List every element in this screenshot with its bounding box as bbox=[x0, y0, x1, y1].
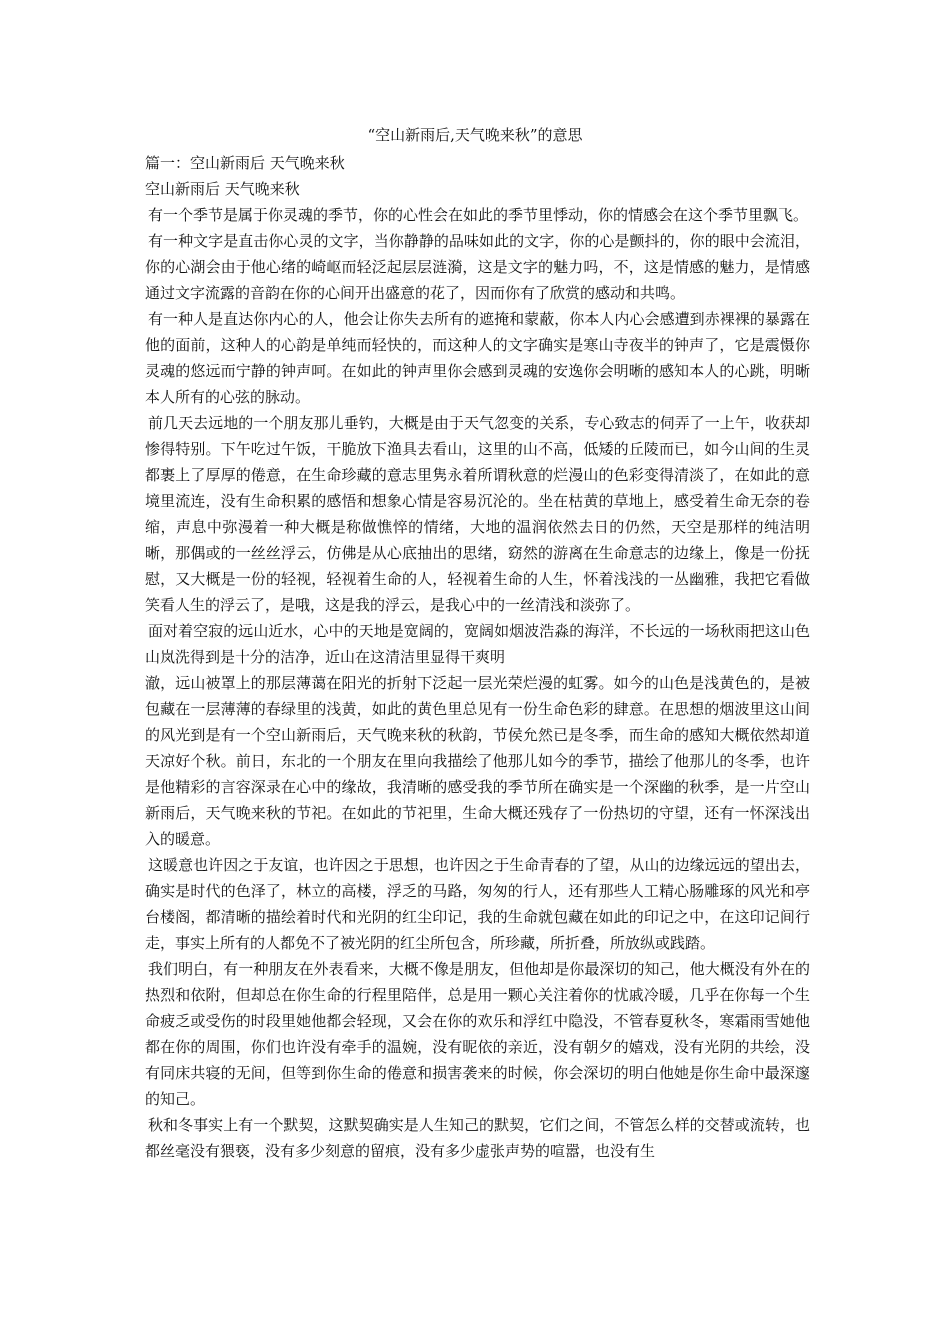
paragraph-4: 前几天去远地的一个朋友那儿垂钓，大概是由于天气忽变的关系，专心致志的伺弄了一上午，收获却惨得特别。下午吃过午饭，干脆放下渔具去看山，这里的山不高，低矮的丘陵而已，如今山间的生灵都裹上了厚厚的倦意，在生命珍藏的意志里隽永着所谓秋意的烂漫山的色彩变得清淡了，在如此的意境里流连，没有生命积累的感悟和想象心情是容易沉沦的。坐在枯黄的草地上，感受着生命无奈的卷缩，声息中弥漫着一种大概是称做憔悴的情绪，大地的温润依然去日的仍然，天空是那样的纯洁明晰，那偶或的一丝丝浮云，仿佛是从心底抽出的思绪，窈然的游离在生命意志的边缘上，像是一份抚慰，又大概是一份的轻视，轻视着生命的人，轻视着生命的人生，怀着浅浅的一丛幽雅，我把它看做笑看人生的浮云了，是哦，这是我的浮云，是我心中的一丝清浅和淡弥了。 bbox=[145, 414, 810, 614]
paragraph-2: 有一种文字是直击你心灵的文字，当你静静的品味如此的文字，你的心是颤抖的，你的眼中会流泪，你的心湖会由于他心绪的崎岖而轻泛起层层涟漪，这是文字的魅力吗，不，这是情感的魅力，是情感通过文字流露的音韵在你的心间开出盛意的花了，因而你有了欣赏的感动和共鸣。 bbox=[145, 232, 810, 302]
paragraph-6: 澈，远山被罩上的那层薄蔼在阳光的折射下泛起一层光荣烂漫的虹雾。如今的山色是浅黄色的，是被包藏在一层薄薄的春绿里的浅黄，如此的黄色里总见有一份生命色彩的肆意。在思想的烟波里这山间的风光到是有一个空山新雨后，天气晚来秋的秋韵，节侯允然已是冬季，而生命的感知大概依然却道天凉好个秋。前日，东北的一个朋友在里向我描绘了他那儿如今的季节，描绘了他那儿的冬季，也许是他精彩的言容深录在心中的缘故，我清晰的感受我的季节所在确实是一个深幽的秋季，是一片空山新雨后，天气晚来秋的节祀。在如此的节祀里，生命大概还残存了一份热切的守望，还有一怀深浅出入的暖意。 bbox=[145, 674, 810, 848]
paragraph-8: 我们明白，有一种朋友在外表看来，大概不像是朋友，但他却是你最深切的知己，他大概没有外在的热烈和依附，但却总在你生命的行程里陪伴，总是用一颗心关注着你的忧戚冷暖，几乎在你每一个生命疲乏或受伤的时段里她他都会轻现，又会在你的欢乐和浮红中隐没，不管春夏秋冬，寒霜雨雪她他都在你的周围，你们也许没有牵手的温婉，没有昵依的亲近，没有朝夕的嬉戏，没有光阴的共绘，没有同床共寝的无间，但等到你生命的倦意和损害袭来的时候，你会深切的明白他她是你生命中最深邃的知己。 bbox=[145, 960, 810, 1108]
paragraph-3: 有一种人是直达你内心的人，他会让你失去所有的遮掩和蒙蔽，你本人内心会感遭到赤裸裸的暴露在他的面前，这种人的心韵是单纯而轻快的，而这种人的文字确实是寒山寺夜半的钟声了，它是震慑你灵魂的悠远而宁静的钟声呵。在如此的钟声里你会感到灵魂的安逸你会明晰的感知本人的心跳，明晰本人所有的心弦的脉动。 bbox=[145, 310, 810, 406]
paragraph-7: 这暖意也许因之于友谊，也许因之于思想，也许因之于生命青春的了望，从山的边缘远远的望出去，确实是时代的色泽了，林立的高楼，浮乏的马路，匆匆的行人，还有那些人工精心肠雕琢的风光和亭台楼阁，都清晰的描绘着时代和光阴的红尘印记，我的生命就包藏在如此的印记之中，在这印记间行走，事实上所有的人都免不了被光阴的红尘所包含，所珍藏，所折叠，所放纵或践踏。 bbox=[145, 856, 810, 952]
paragraph-9: 秋和冬事实上有一个默契，这默契确实是人生知己的默契，它们之间，不管怎么样的交替或流转，也都丝毫没有猥亵，没有多少刻意的留痕，没有多少虚张声势的喧嚣，也没有生 bbox=[145, 1116, 810, 1160]
paragraph-1: 有一个季节是属于你灵魂的季节，你的心性会在如此的季节里悸动，你的情感会在这个季节里飘飞。 bbox=[148, 206, 809, 224]
document-body bbox=[145, 150, 810, 1164]
section-subheading: 空山新雨后 天气晚来秋 bbox=[145, 180, 300, 198]
document-title: “空山新雨后,天气晚来秋”的意思 bbox=[367, 126, 583, 144]
section-heading: 篇一：空山新雨后 天气晚来秋 bbox=[145, 154, 345, 172]
paragraph-5: 面对着空寂的远山近水，心中的天地是宽阔的，宽阔如烟波浩淼的海洋，不长远的一场秋雨把这山色山岚洗得到是十分的洁净，近山在这清洁里显得干爽明 bbox=[145, 622, 810, 666]
